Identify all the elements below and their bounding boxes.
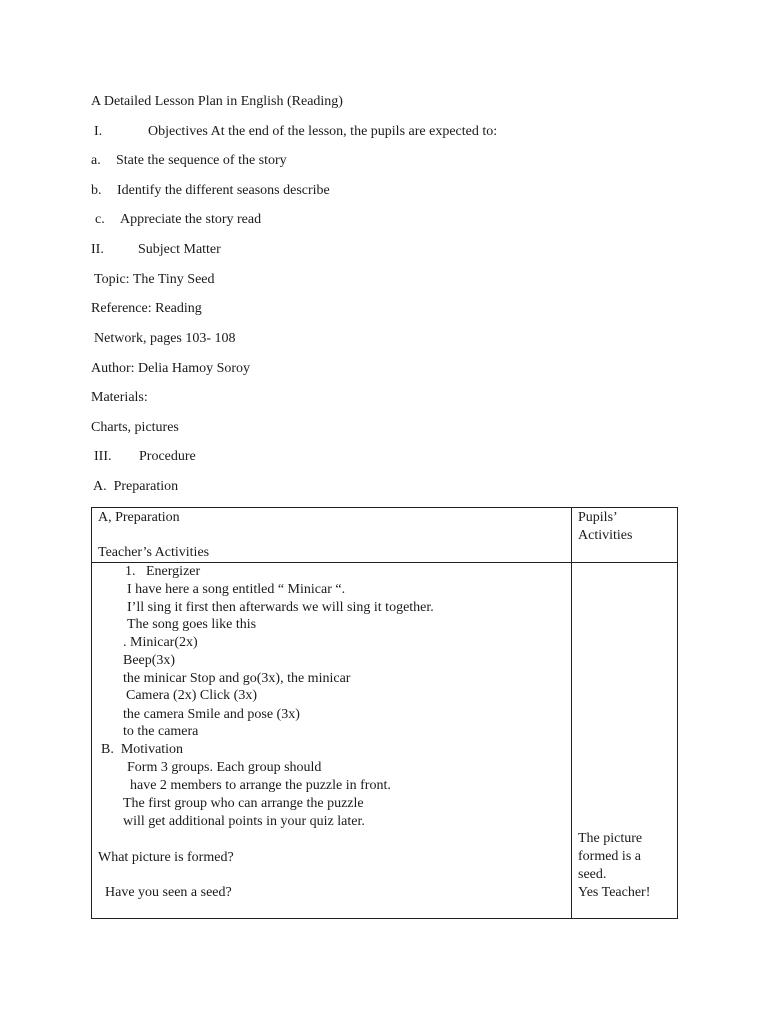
table-header-activities: Activities <box>578 528 633 543</box>
author-line: Author: Delia Hamoy Soroy <box>91 361 251 376</box>
pupil-response: seed. <box>578 867 607 882</box>
objective-item-c: Appreciate the story read <box>120 212 262 227</box>
table-header-teacher-activities: Teacher’s Activities <box>98 545 210 560</box>
energizer-heading: 1. Energizer <box>125 564 201 579</box>
teacher-line: Form 3 groups. Each group should <box>127 760 322 775</box>
teacher-question: Have you seen a seed? <box>105 885 232 900</box>
table-header-preparation: A, Preparation <box>98 510 180 525</box>
teacher-line: to the camera <box>123 724 199 739</box>
teacher-line: I have here a song entitled “ Minicar “. <box>127 582 346 597</box>
teacher-line: have 2 members to arrange the puzzle in front. <box>130 778 391 793</box>
teacher-line: the minicar Stop and go(3x), the minicar <box>123 671 351 686</box>
motivation-heading: B. Motivation <box>101 742 184 757</box>
teacher-line: The song goes like this <box>127 617 257 632</box>
teacher-line: will get additional points in your quiz later. <box>123 814 365 829</box>
materials-label: Materials: <box>91 390 148 405</box>
teacher-question: What picture is formed? <box>98 850 234 865</box>
materials-line: Charts, pictures <box>91 420 179 435</box>
objective-letter-c: c. <box>95 212 105 227</box>
objective-item-b: Identify the different seasons describe <box>117 183 330 198</box>
reference-line: Reference: Reading <box>91 301 202 316</box>
teacher-line: The first group who can arrange the puzzle <box>123 796 364 811</box>
objective-letter-a: a. <box>91 153 101 168</box>
page-title: A Detailed Lesson Plan in English (Reading) <box>91 94 343 109</box>
table-column-divider <box>571 508 572 918</box>
teacher-line: Camera (2x) Click (3x) <box>126 688 258 703</box>
objectives-heading: Objectives At the end of the lesson, the pupils are expected to: <box>148 124 498 139</box>
objective-letter-b: b. <box>91 183 102 198</box>
table-header-pupils: Pupils’ <box>578 510 618 525</box>
subject-matter-numeral: II. <box>91 242 104 257</box>
network-line: Network, pages 103- 108 <box>94 331 236 346</box>
procedure-subheading: A. Preparation <box>93 479 179 494</box>
pupil-response: formed is a <box>578 849 641 864</box>
procedure-numeral: III. <box>94 449 112 464</box>
subject-matter-heading: Subject Matter <box>138 242 221 257</box>
teacher-line: Beep(3x) <box>123 653 176 668</box>
activities-table <box>91 507 678 919</box>
objectives-numeral: I. <box>94 124 103 139</box>
topic-line: Topic: The Tiny Seed <box>94 272 215 287</box>
teacher-line: . Minicar(2x) <box>123 635 198 650</box>
teacher-line: I’ll sing it first then afterwards we will sing it together. <box>127 600 434 615</box>
pupil-response: The picture <box>578 831 643 846</box>
pupil-response: Yes Teacher! <box>578 885 651 900</box>
teacher-line: the camera Smile and pose (3x) <box>123 707 300 722</box>
procedure-heading: Procedure <box>139 449 196 464</box>
objective-item-a: State the sequence of the story <box>116 153 287 168</box>
